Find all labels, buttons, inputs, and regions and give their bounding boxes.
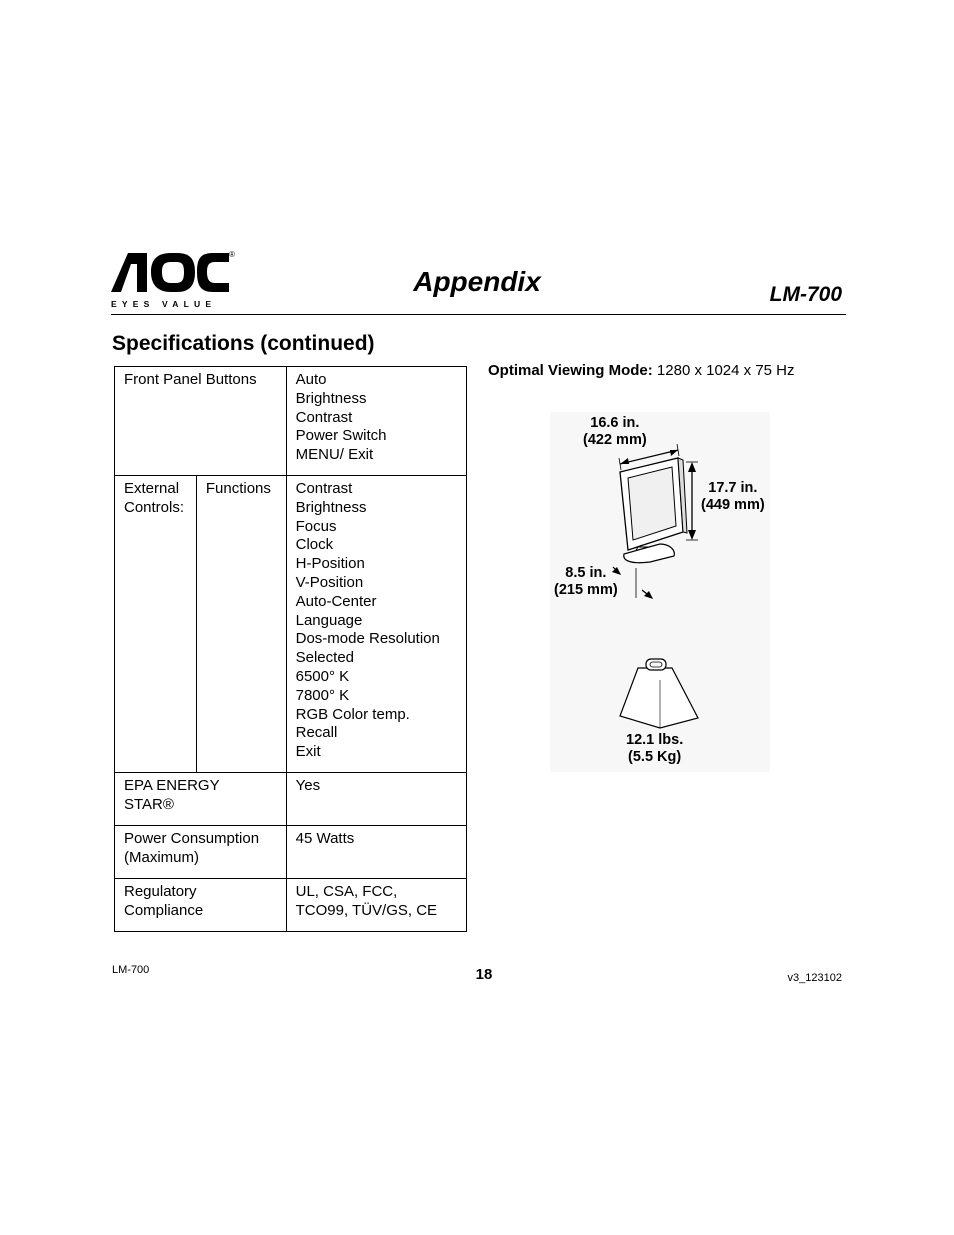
table-row	[115, 367, 467, 476]
optimal-viewing-mode	[488, 362, 795, 379]
cell-text: 45 Watts	[295, 829, 355, 847]
depth-label	[554, 565, 618, 599]
cell-text: External	[124, 480, 180, 497]
table-cell-value	[286, 772, 466, 825]
cell-text: Language	[295, 611, 363, 629]
table-cell-label	[115, 825, 287, 878]
cell-text: Focus	[295, 517, 337, 535]
viewing-mode-value: 1280 x 1024 x 75 Hz	[656, 362, 795, 379]
header-divider	[111, 314, 846, 315]
cell-text: UL, CSA, FCC,	[295, 882, 398, 900]
cell-text: Front Panel Buttons	[124, 371, 257, 388]
table-cell-label	[115, 772, 287, 825]
table-row	[115, 772, 467, 825]
table-cell-sublabel	[196, 476, 286, 773]
table-cell-label	[115, 367, 287, 476]
cell-text: Power Switch	[295, 427, 387, 445]
width-in: 16.6 in.	[590, 415, 640, 431]
table-cell-value	[286, 878, 466, 931]
table-row	[115, 825, 467, 878]
depth-mm: (215 mm)	[554, 582, 618, 598]
table-cell-label	[115, 878, 287, 931]
cell-text: EPA ENERGY	[124, 776, 220, 794]
cell-text: Brightness	[295, 389, 367, 407]
page-title: Appendix	[413, 266, 541, 297]
cell-text: V-Position	[295, 573, 364, 591]
registered-mark: ®	[229, 250, 235, 259]
cell-text: Yes	[295, 776, 321, 794]
height-in: 17.7 in.	[708, 480, 758, 496]
cell-text: Auto	[295, 371, 327, 388]
table-row	[115, 476, 467, 773]
cell-text: 7800° K	[295, 686, 350, 704]
weight-kg: (5.5 Kg)	[628, 749, 682, 765]
cell-text: Brightness	[295, 498, 367, 516]
weight-label	[626, 732, 683, 766]
height-mm: (449 mm)	[701, 497, 765, 513]
width-mm: (422 mm)	[583, 432, 647, 448]
cell-text: 6500° K	[295, 667, 350, 685]
footer-model: LM-700	[112, 964, 150, 976]
cell-text: Exit	[295, 743, 321, 761]
cell-text: Controls:	[124, 498, 185, 516]
model-name: LM-700	[769, 283, 842, 306]
logo-tagline: EYES VALUE	[111, 299, 217, 309]
width-label	[583, 415, 647, 449]
footer-version: v3_123102	[787, 972, 842, 984]
cell-text: Clock	[295, 536, 334, 554]
cell-text: H-Position	[295, 555, 365, 573]
cell-text: Regulatory	[124, 882, 197, 900]
viewing-mode-label: Optimal Viewing Mode:	[488, 362, 653, 379]
section-title: Specifications (continued)	[112, 332, 375, 355]
page-number: 18	[475, 966, 493, 983]
cell-text: MENU/ Exit	[295, 446, 374, 464]
cell-text: Contrast	[295, 480, 353, 497]
table-row	[115, 878, 467, 931]
cell-text: Recall	[295, 724, 338, 742]
table-cell-value	[286, 476, 466, 773]
table-cell-value	[286, 825, 466, 878]
height-label	[701, 480, 765, 514]
cell-text: STAR®	[124, 795, 174, 813]
cell-text: Selected	[295, 649, 354, 667]
table-cell-value	[286, 367, 466, 476]
depth-in: 8.5 in.	[565, 565, 607, 581]
cell-text: Power Consumption	[124, 829, 260, 847]
spec-table	[114, 366, 467, 932]
dimensions-figure	[550, 412, 770, 772]
cell-text: Auto-Center	[295, 592, 377, 610]
cell-text: (Maximum)	[124, 848, 199, 866]
cell-text: RGB Color temp.	[295, 705, 410, 723]
table-cell-label	[115, 476, 197, 773]
cell-text: Dos-mode Resolution	[295, 630, 440, 648]
cell-text: TCO99, TÜV/GS, CE	[295, 901, 438, 919]
cell-text: Functions	[205, 480, 271, 497]
cell-text: Contrast	[295, 408, 353, 426]
weight-lbs: 12.1 lbs.	[626, 732, 684, 748]
cell-text: Compliance	[124, 901, 204, 919]
